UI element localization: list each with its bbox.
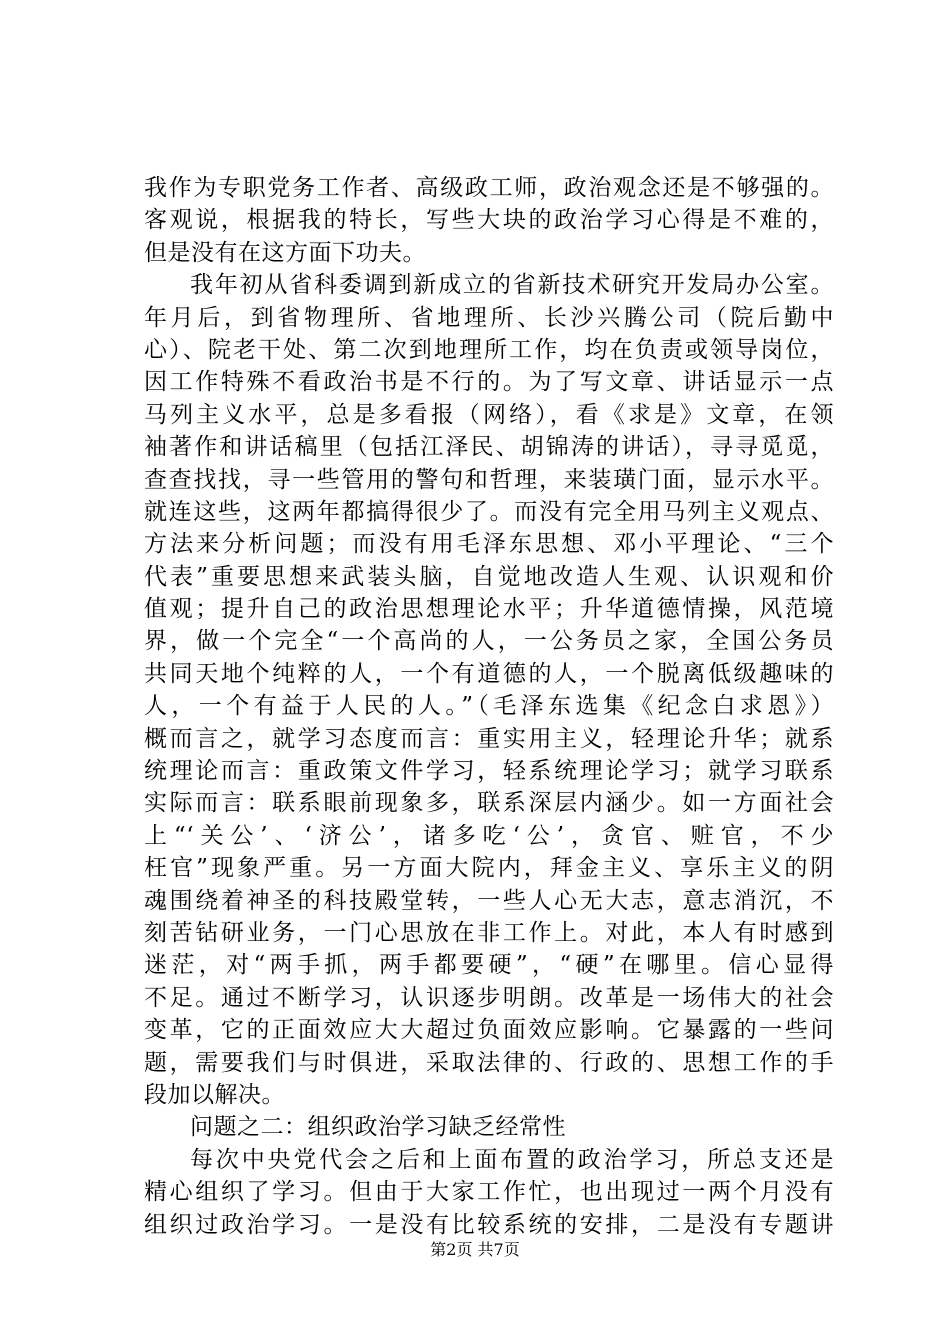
text-line: 年月后，到省物理所、省地理所、长沙兴腾公司（院后勤中: [144, 304, 834, 331]
text-line: 精心组织了学习。但由于大家工作忙，也出现过一两个月没有: [144, 1179, 834, 1206]
text-line: 我作为专职党务工作者、高级政工师，政治观念还是不够强的。: [144, 175, 834, 201]
text-line: 变革，它的正面效应大大超过负面效应影响。它暴露的一些问: [144, 1017, 834, 1044]
document-body: [144, 172, 834, 1241]
text-line: 概而言之，就学习态度而言：重实用主义，轻理论升华；就系: [144, 725, 834, 752]
text-line: 值观；提升自己的政治思想理论水平；升华道德情操，风范境: [144, 596, 834, 623]
text-line: 题，需要我们与时俱进，采取法律的、行政的、思想工作的手: [144, 1049, 834, 1076]
text-line: 刻苦钻研业务，一门心思放在非工作上。对此，本人有时感到: [144, 919, 834, 946]
text-line: 枉官”现象严重。另一方面大院内，拜金主义、享乐主义的阴: [144, 855, 834, 882]
text-line: 上“‘关公’、‘济公’，诸多吃‘公’，贪官、赃官，不少: [144, 822, 834, 849]
text-line: 实际而言：联系眼前现象多，联系深层内涵少。如一方面社会: [144, 790, 834, 817]
text-line: 代表”重要思想来武装头脑，自觉地改造人生观、认识观和价: [144, 563, 834, 590]
text-line: 界，做一个完全“一个高尚的人，一公务员之家，全国公务员: [144, 628, 834, 655]
text-line: 段加以解决。: [144, 1081, 285, 1108]
text-line: 迷茫，对“两手抓，两手都要硬”，“硬”在哪里。信心显得: [144, 952, 834, 979]
text-line: 马列主义水平，总是多看报（网络），看《求是》文章，在领: [144, 401, 834, 428]
text-line: 方法来分析问题；而没有用毛泽东思想、邓小平理论、“三个: [144, 531, 834, 558]
text-line: 统理论而言：重政策文件学习，轻系统理论学习；就学习联系: [144, 758, 834, 785]
text-line: 袖著作和讲话稿里（包括江泽民、胡锦涛的讲话），寻寻觅觅，: [144, 434, 834, 461]
text-line: 但是没有在这方面下功夫。: [144, 239, 426, 266]
text-line: 问题之二：组织政治学习缺乏经常性: [190, 1114, 566, 1141]
text-line: 共同天地个纯粹的人，一个有道德的人，一个脱离低级趣味的: [144, 660, 834, 687]
text-line: 就连这些，这两年都搞得很少了。而没有完全用马列主义观点、: [144, 498, 834, 525]
text-line: 查查找找，寻一些管用的警句和哲理，来装璜门面，显示水平。: [144, 466, 834, 493]
text-line: 魂围绕着神圣的科技殿堂转，一些人心无大志，意志消沉，不: [144, 887, 834, 914]
page-footer: 第2页 共7页: [430, 1240, 520, 1259]
text-line: 因工作特殊不看政治书是不行的。为了写文章、讲话显示一点: [144, 369, 834, 396]
text-line: 我年初从省科委调到新成立的省新技术研究开发局办公室。: [190, 272, 834, 299]
text-line: 不足。通过不断学习，认识逐步明朗。改革是一场伟大的社会: [144, 984, 834, 1011]
text-line: 客观说，根据我的特长，写些大块的政治学习心得是不难的，: [144, 207, 834, 234]
text-line: 人，一个有益于人民的人。”（毛泽东选集《纪念白求恩》）: [144, 693, 834, 720]
text-line: 组织过政治学习。一是没有比较系统的安排，二是没有专题讲: [144, 1211, 834, 1238]
text-line: 心）、院老干处、第二次到地理所工作，均在负责或领导岗位，: [144, 336, 834, 363]
text-line: 每次中央党代会之后和上面布置的政治学习，所总支还是: [190, 1146, 834, 1173]
